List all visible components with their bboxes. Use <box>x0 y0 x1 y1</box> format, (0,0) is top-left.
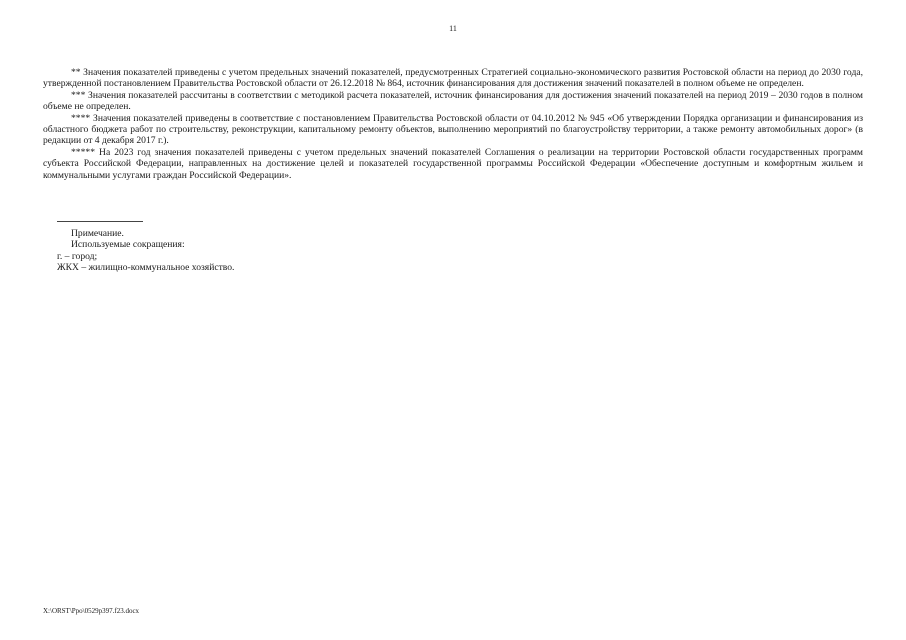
footnote-double-asterisk: ** Значения показателей приведены с учетом предельных значений показателей, предусмотренных Стратегией социально-экономического развития Ростовской области на период до 2030 года, утвержденной постановлением Правительства Ростовской области от 26.12.2018 № 864, источник финансирования для достижения значений показателей в полном объеме не определен. <box>43 67 863 90</box>
footnotes-block <box>43 67 863 181</box>
file-path-footer: X:\ORST\Ppo\0529p397.f23.docx <box>43 607 140 615</box>
note-block <box>57 228 235 274</box>
footnote-triple-asterisk: *** Значения показателей рассчитаны в соответствии с методикой расчета показателей, источник финансирования для достижения значений показателей на период 2019 – 2030 годов в полном объеме не определен. <box>43 89 863 113</box>
abbreviation-item: г. – город; <box>57 250 98 262</box>
abbreviation-item: ЖКХ – жилищно-коммунальное хозяйство. <box>57 262 235 274</box>
footnote-quintuple-asterisk: ***** На 2023 год значения показателей приведены с учетом предельных значений показателей Соглашения о реализации на территории Ростовской области государственных программ субъекта Российской Федерации, направленных на достижение целей и показателей государственной программы Российской Федерации «Обеспечение доступным и комфортным жильем и коммунальными услугами граждан Российской Федерации». <box>43 146 863 181</box>
footnote-quadruple-asterisk: **** Значения показателей приведены в соответствие с постановлением Правительства Ростовской области от 04.10.2012 № 945 «Об утверждении Порядка организации и финансирования из областного бюджета работ по строительству, реконструкции, капитальному ремонту объектов, выполнению мероприятий по благоустройству территории, а также ремонту автомобильных дорог» (в редакции от 4 декабря 2017 г.). <box>43 112 863 147</box>
note-title: Примечание. <box>71 228 124 239</box>
separator-line <box>57 221 143 222</box>
abbreviations-heading: Используемые сокращения: <box>71 239 185 251</box>
page-number: 11 <box>449 24 457 33</box>
